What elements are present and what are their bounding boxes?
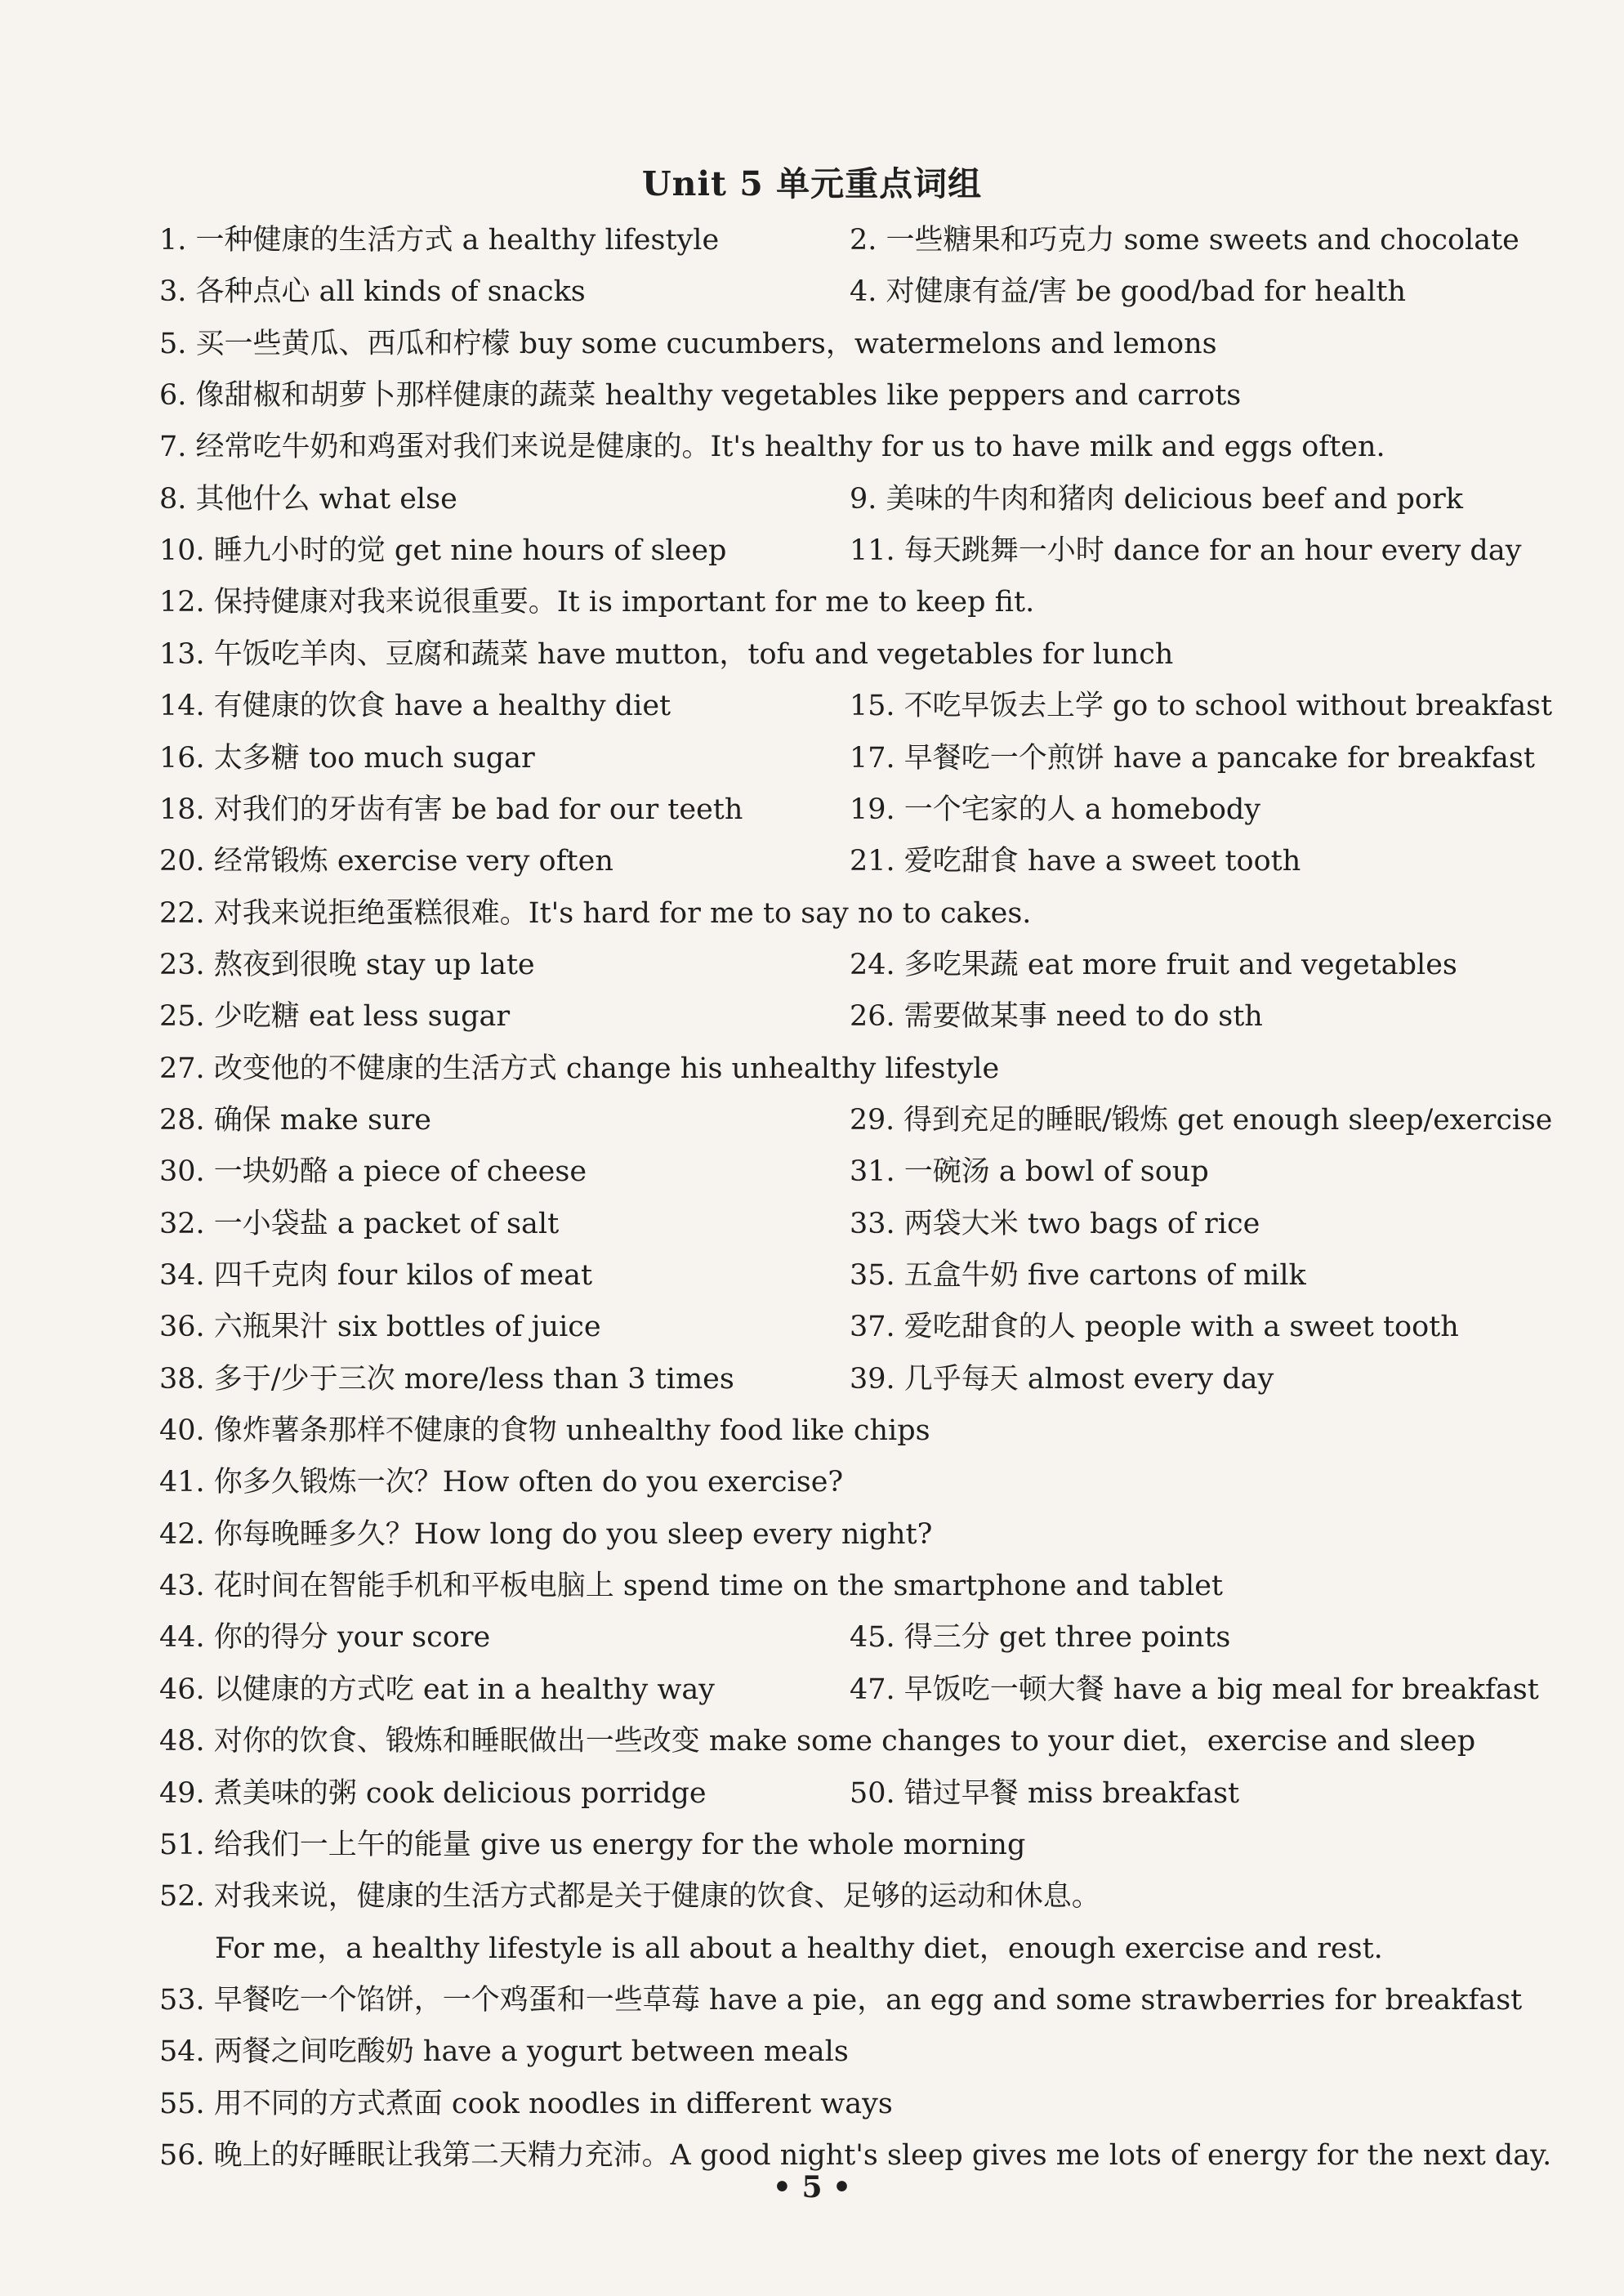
phrase-row <box>159 581 1524 623</box>
phrase-row <box>159 1668 1539 1711</box>
phrase-row <box>159 478 1524 520</box>
phrase-item-left: 44. 你的得分 your score <box>159 1621 491 1654</box>
phrase-row <box>159 1616 1524 1659</box>
phrase-item-full: 52. 对我来说，健康的生活方式都是关于健康的饮食、足够的运动和休息。 <box>159 1880 1100 1913</box>
phrase-item-left: 16. 太多糖 too much sugar <box>159 742 535 775</box>
phrase-row <box>159 1203 1524 1245</box>
phrase-row <box>159 1047 1524 1090</box>
phrase-item-right: 33. 两袋大米 two bags of rice <box>850 1208 1260 1240</box>
phrase-item-left: 3. 各种点心 all kinds of snacks <box>159 275 586 308</box>
phrase-item-left: 8. 其他什么 what else <box>159 483 457 516</box>
phrase-row <box>159 1358 1524 1400</box>
phrase-item-left: 10. 睡九小时的觉 get nine hours of sleep <box>159 534 727 567</box>
phrase-item-right: 45. 得三分 get three points <box>850 1621 1231 1654</box>
phrase-row <box>159 995 1524 1038</box>
phrase-item-full: 6. 像甜椒和胡萝卜那样健康的蔬菜 healthy vegetables like peppers and carrots <box>159 379 1242 412</box>
phrase-row <box>159 1409 1524 1452</box>
phrase-row <box>159 633 1524 676</box>
phrase-row <box>159 1099 1553 1141</box>
phrase-item-left: 18. 对我们的牙齿有害 be bad for our teeth <box>159 793 743 826</box>
phrase-item-right: 26. 需要做某事 need to do sth <box>850 1000 1263 1033</box>
phrase-row <box>159 685 1553 727</box>
phrase-item-right: 50. 错过早餐 miss breakfast <box>850 1777 1240 1810</box>
phrase-row <box>159 2030 1524 2073</box>
phrase-row <box>159 2083 1524 2125</box>
phrase-item-full: 54. 两餐之间吃酸奶 have a yogurt between meals <box>159 2035 849 2068</box>
phrase-item-left: 20. 经常锻炼 exercise very often <box>159 845 613 878</box>
phrase-row <box>159 1772 1524 1815</box>
phrase-item-full: 27. 改变他的不健康的生活方式 change his unhealthy lifestyle <box>159 1052 1000 1085</box>
phrase-row <box>159 219 1524 261</box>
phrase-item-right: 37. 爱吃甜食的人 people with a sweet tooth <box>850 1311 1459 1343</box>
phrase-item-full: 12. 保持健康对我来说很重要。It is important for me to keep fit. <box>159 586 1035 619</box>
phrase-item-full: 40. 像炸薯条那样不健康的食物 unhealthy food like chips <box>159 1414 930 1447</box>
phrase-item-full: 42. 你每晚睡多久？How long do you sleep every night? <box>159 1518 933 1551</box>
phrase-row <box>159 737 1535 779</box>
phrase-item-left: 14. 有健康的饮食 have a healthy diet <box>159 690 671 722</box>
phrase-row <box>159 529 1524 572</box>
phrase-item-left: 38. 多于/少于三次 more/less than 3 times <box>159 1363 734 1396</box>
phrase-row <box>159 1306 1524 1348</box>
phrase-row <box>159 270 1524 313</box>
phrase-item-left: 46. 以健康的方式吃 eat in a healthy way <box>159 1673 715 1706</box>
phrase-row <box>159 1824 1524 1866</box>
phrase-row <box>159 1720 1524 1762</box>
phrase-item-right: 47. 早饭吃一顿大餐 have a big meal for breakfast <box>850 1673 1539 1706</box>
phrase-row <box>159 1875 1524 1918</box>
phrase-item-full: 7. 经常吃牛奶和鸡蛋对我们来说是健康的。It's healthy for us to have milk and eggs often. <box>159 431 1385 463</box>
phrase-item-full: 48. 对你的饮食、锻炼和睡眠做出一些改变 make some changes to your diet，exercise and sleep <box>159 1725 1476 1758</box>
phrase-item-full: 51. 给我们一上午的能量 give us energy for the whole morning <box>159 1829 1026 1861</box>
phrase-row <box>159 788 1524 831</box>
phrase-item-right: 4. 对健康有益/害 be good/bad for health <box>850 275 1407 308</box>
phrase-item-full: 55. 用不同的方式煮面 cook noodles in different ways <box>159 2088 893 2120</box>
phrase-row <box>159 374 1524 417</box>
phrase-item-right: 19. 一个宅家的人 a homebody <box>850 793 1261 826</box>
phrase-item-right: 24. 多吃果蔬 eat more fruit and vegetables <box>850 949 1457 981</box>
phrase-item-right: 15. 不吃早饭去上学 go to school without breakfast <box>850 690 1553 722</box>
phrase-item-full: 13. 午饭吃羊肉、豆腐和蔬菜 have mutton，tofu and vegetables for lunch <box>159 638 1174 671</box>
phrase-row <box>159 323 1524 365</box>
phrase-item-left: 34. 四千克肉 four kilos of meat <box>159 1259 593 1292</box>
phrase-item-left: 30. 一块奶酪 a piece of cheese <box>159 1155 587 1188</box>
phrase-item-full: 43. 花时间在智能手机和平板电脑上 spend time on the smartphone and tablet <box>159 1570 1223 1602</box>
phrase-item-left: 28. 确保 make sure <box>159 1104 431 1137</box>
phrase-item-full: 53. 早餐吃一个馅饼，一个鸡蛋和一些草莓 have a pie，an egg and some strawberries for breakfast <box>159 1984 1523 2017</box>
phrase-row <box>159 1461 1524 1503</box>
phrase-item-right: 29. 得到充足的睡眠/锻炼 get enough sleep/exercise <box>850 1104 1553 1137</box>
phrase-item-cont: For me，a healthy lifestyle is all about a healthy diet，enough exercise and rest. <box>215 1932 1383 1965</box>
phrase-item-right: 39. 几乎每天 almost every day <box>850 1363 1274 1396</box>
phrase-row <box>159 426 1524 468</box>
phrase-item-right: 2. 一些糖果和巧克力 some sweets and chocolate <box>850 224 1519 257</box>
phrase-row <box>159 840 1524 882</box>
phrase-row <box>159 1513 1524 1556</box>
phrase-item-right: 9. 美味的牛肉和猪肉 delicious beef and pork <box>850 483 1463 516</box>
phrase-item-left: 25. 少吃糖 eat less sugar <box>159 1000 511 1033</box>
phrase-item-right: 11. 每天跳舞一小时 dance for an hour every day <box>850 534 1522 567</box>
phrase-row <box>159 892 1524 935</box>
phrase-row <box>159 944 1524 986</box>
phrase-item-left: 49. 煮美味的粥 cook delicious porridge <box>159 1777 707 1810</box>
phrase-item-full: 5. 买一些黄瓜、西瓜和柠檬 buy some cucumbers，watermelons and lemons <box>159 328 1217 360</box>
phrase-item-right: 21. 爱吃甜食 have a sweet tooth <box>850 845 1301 878</box>
phrase-item-right: 35. 五盒牛奶 five cartons of milk <box>850 1259 1306 1292</box>
page-title: Unit 5 单元重点词组 <box>641 164 983 203</box>
phrase-item-right: 17. 早餐吃一个煎饼 have a pancake for breakfast <box>850 742 1535 775</box>
phrase-item-left: 23. 熬夜到很晚 stay up late <box>159 949 535 981</box>
phrase-row <box>159 1254 1524 1297</box>
phrase-item-left: 1. 一种健康的生活方式 a healthy lifestyle <box>159 224 720 257</box>
phrase-item-full: 22. 对我来说拒绝蛋糕很难。It's hard for me to say no to cakes. <box>159 897 1032 930</box>
phrase-item-full: 56. 晚上的好睡眠让我第二天精力充沛。A good night's sleep gives me lots of energy for the next day. <box>159 2139 1552 2172</box>
phrase-item-full: 41. 你多久锻炼一次？How often do you exercise? <box>159 1466 844 1499</box>
phrase-item-left: 36. 六瓶果汁 six bottles of juice <box>159 1311 601 1343</box>
phrase-row <box>159 1150 1524 1193</box>
page-number: • 5 • <box>772 2170 852 2204</box>
phrase-item-right: 31. 一碗汤 a bowl of soup <box>850 1155 1209 1188</box>
phrase-item-left: 32. 一小袋盐 a packet of salt <box>159 1208 560 1240</box>
phrase-row <box>159 1565 1524 1607</box>
phrase-row <box>159 1979 1524 2021</box>
phrase-row <box>159 1927 1524 1970</box>
